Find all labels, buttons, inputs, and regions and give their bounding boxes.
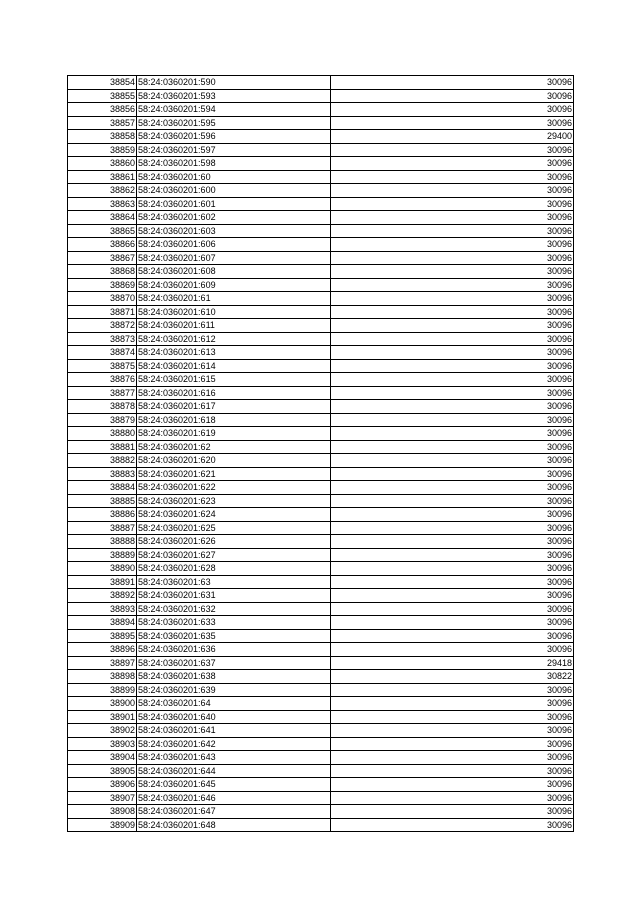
row-number-cell: 38895 (68, 629, 137, 643)
value-cell: 30096 (331, 697, 574, 711)
table-row (68, 737, 574, 751)
cadastral-number-cell: 58:24:0360201:644 (137, 764, 331, 778)
table-row (68, 521, 574, 535)
cadastral-number-cell: 58:24:0360201:625 (137, 521, 331, 535)
table-row (68, 805, 574, 819)
row-number-cell: 38892 (68, 589, 137, 603)
cadastral-number-cell: 58:24:0360201:600 (137, 184, 331, 198)
value-cell: 30096 (331, 184, 574, 198)
table-row (68, 143, 574, 157)
row-number-cell: 38858 (68, 130, 137, 144)
value-cell: 29418 (331, 656, 574, 670)
value-cell: 30096 (331, 683, 574, 697)
cadastral-number-cell: 58:24:0360201:63 (137, 575, 331, 589)
value-cell: 30096 (331, 602, 574, 616)
row-number-cell: 38907 (68, 791, 137, 805)
value-cell: 30096 (331, 359, 574, 373)
cadastral-number-cell: 58:24:0360201:614 (137, 359, 331, 373)
value-cell: 30096 (331, 440, 574, 454)
cadastral-number-cell: 58:24:0360201:620 (137, 454, 331, 468)
table-row (68, 764, 574, 778)
cadastral-number-cell: 58:24:0360201:626 (137, 535, 331, 549)
row-number-cell: 38909 (68, 818, 137, 832)
table-row (68, 494, 574, 508)
row-number-cell: 38878 (68, 400, 137, 414)
row-number-cell: 38903 (68, 737, 137, 751)
cadastral-number-cell: 58:24:0360201:64 (137, 697, 331, 711)
table-row (68, 292, 574, 306)
table-row (68, 616, 574, 630)
row-number-cell: 38877 (68, 386, 137, 400)
value-cell: 30096 (331, 211, 574, 225)
cadastral-number-cell: 58:24:0360201:627 (137, 548, 331, 562)
value-cell: 30096 (331, 764, 574, 778)
cadastral-number-cell: 58:24:0360201:637 (137, 656, 331, 670)
table-row (68, 332, 574, 346)
value-cell: 30096 (331, 643, 574, 657)
value-cell: 30096 (331, 548, 574, 562)
value-cell: 30096 (331, 454, 574, 468)
table-row (68, 562, 574, 576)
table-row (68, 643, 574, 657)
cadastral-number-cell: 58:24:0360201:638 (137, 670, 331, 684)
cadastral-number-cell: 58:24:0360201:608 (137, 265, 331, 279)
table-row (68, 251, 574, 265)
row-number-cell: 38886 (68, 508, 137, 522)
row-number-cell: 38906 (68, 778, 137, 792)
cadastral-number-cell: 58:24:0360201:619 (137, 427, 331, 441)
table-row (68, 454, 574, 468)
table-body (68, 76, 574, 832)
table-row (68, 238, 574, 252)
table-row (68, 197, 574, 211)
row-number-cell: 38885 (68, 494, 137, 508)
table-row (68, 629, 574, 643)
cadastral-number-cell: 58:24:0360201:603 (137, 224, 331, 238)
table-row (68, 386, 574, 400)
cadastral-number-cell: 58:24:0360201:635 (137, 629, 331, 643)
cadastral-number-cell: 58:24:0360201:622 (137, 481, 331, 495)
value-cell: 30096 (331, 751, 574, 765)
row-number-cell: 38908 (68, 805, 137, 819)
cadastral-number-cell: 58:24:0360201:62 (137, 440, 331, 454)
value-cell: 30096 (331, 251, 574, 265)
value-cell: 30096 (331, 157, 574, 171)
row-number-cell: 38897 (68, 656, 137, 670)
value-cell: 30096 (331, 535, 574, 549)
cadastral-number-cell: 58:24:0360201:643 (137, 751, 331, 765)
row-number-cell: 38865 (68, 224, 137, 238)
row-number-cell: 38884 (68, 481, 137, 495)
table-row (68, 683, 574, 697)
row-number-cell: 38893 (68, 602, 137, 616)
cadastral-number-cell: 58:24:0360201:602 (137, 211, 331, 225)
table-row (68, 751, 574, 765)
table-row (68, 589, 574, 603)
table-row (68, 346, 574, 360)
row-number-cell: 38902 (68, 724, 137, 738)
cadastral-number-cell: 58:24:0360201:60 (137, 170, 331, 184)
cadastral-number-cell: 58:24:0360201:633 (137, 616, 331, 630)
cadastral-number-cell: 58:24:0360201:617 (137, 400, 331, 414)
row-number-cell: 38864 (68, 211, 137, 225)
table-row (68, 211, 574, 225)
cadastral-number-cell: 58:24:0360201:596 (137, 130, 331, 144)
cadastral-number-cell: 58:24:0360201:645 (137, 778, 331, 792)
table-row (68, 89, 574, 103)
value-cell: 30096 (331, 724, 574, 738)
table-row (68, 373, 574, 387)
row-number-cell: 38888 (68, 535, 137, 549)
value-cell: 30096 (331, 629, 574, 643)
value-cell: 30096 (331, 778, 574, 792)
table-row (68, 319, 574, 333)
data-table (67, 75, 574, 832)
value-cell: 30096 (331, 103, 574, 117)
table-row (68, 359, 574, 373)
cadastral-number-cell: 58:24:0360201:610 (137, 305, 331, 319)
value-cell: 30096 (331, 89, 574, 103)
cadastral-number-cell: 58:24:0360201:648 (137, 818, 331, 832)
row-number-cell: 38901 (68, 710, 137, 724)
table-row (68, 76, 574, 90)
value-cell: 30096 (331, 575, 574, 589)
value-cell: 30096 (331, 143, 574, 157)
value-cell: 30822 (331, 670, 574, 684)
cadastral-number-cell: 58:24:0360201:595 (137, 116, 331, 130)
row-number-cell: 38857 (68, 116, 137, 130)
value-cell: 30096 (331, 521, 574, 535)
cadastral-number-cell: 58:24:0360201:606 (137, 238, 331, 252)
row-number-cell: 38879 (68, 413, 137, 427)
table-row (68, 481, 574, 495)
value-cell: 30096 (331, 170, 574, 184)
row-number-cell: 38866 (68, 238, 137, 252)
row-number-cell: 38880 (68, 427, 137, 441)
value-cell: 30096 (331, 116, 574, 130)
table-row (68, 427, 574, 441)
row-number-cell: 38899 (68, 683, 137, 697)
cadastral-number-cell: 58:24:0360201:590 (137, 76, 331, 90)
row-number-cell: 38855 (68, 89, 137, 103)
row-number-cell: 38894 (68, 616, 137, 630)
table-row (68, 305, 574, 319)
cadastral-number-cell: 58:24:0360201:61 (137, 292, 331, 306)
row-number-cell: 38905 (68, 764, 137, 778)
row-number-cell: 38856 (68, 103, 137, 117)
row-number-cell: 38904 (68, 751, 137, 765)
table-row (68, 116, 574, 130)
value-cell: 30096 (331, 562, 574, 576)
value-cell: 30096 (331, 805, 574, 819)
table-row (68, 602, 574, 616)
table-row (68, 467, 574, 481)
cadastral-number-cell: 58:24:0360201:607 (137, 251, 331, 265)
cadastral-number-cell: 58:24:0360201:639 (137, 683, 331, 697)
cadastral-number-cell: 58:24:0360201:641 (137, 724, 331, 738)
cadastral-number-cell: 58:24:0360201:611 (137, 319, 331, 333)
row-number-cell: 38874 (68, 346, 137, 360)
cadastral-number-cell: 58:24:0360201:647 (137, 805, 331, 819)
table-row (68, 508, 574, 522)
value-cell: 30096 (331, 467, 574, 481)
row-number-cell: 38860 (68, 157, 137, 171)
row-number-cell: 38862 (68, 184, 137, 198)
table-row (68, 548, 574, 562)
row-number-cell: 38890 (68, 562, 137, 576)
value-cell: 30096 (331, 589, 574, 603)
value-cell: 30096 (331, 494, 574, 508)
cadastral-number-cell: 58:24:0360201:632 (137, 602, 331, 616)
cadastral-number-cell: 58:24:0360201:612 (137, 332, 331, 346)
table-row (68, 818, 574, 832)
table-row (68, 265, 574, 279)
row-number-cell: 38873 (68, 332, 137, 346)
row-number-cell: 38891 (68, 575, 137, 589)
table-row (68, 184, 574, 198)
table-row (68, 400, 574, 414)
cadastral-number-cell: 58:24:0360201:598 (137, 157, 331, 171)
cadastral-number-cell: 58:24:0360201:615 (137, 373, 331, 387)
row-number-cell: 38882 (68, 454, 137, 468)
row-number-cell: 38871 (68, 305, 137, 319)
value-cell: 30096 (331, 791, 574, 805)
table-row (68, 791, 574, 805)
value-cell: 30096 (331, 238, 574, 252)
value-cell: 30096 (331, 76, 574, 90)
table-row (68, 778, 574, 792)
value-cell: 30096 (331, 413, 574, 427)
table-row (68, 697, 574, 711)
table-row (68, 670, 574, 684)
row-number-cell: 38861 (68, 170, 137, 184)
row-number-cell: 38869 (68, 278, 137, 292)
table-row (68, 103, 574, 117)
cadastral-number-cell: 58:24:0360201:640 (137, 710, 331, 724)
row-number-cell: 38875 (68, 359, 137, 373)
value-cell: 30096 (331, 265, 574, 279)
table-row (68, 224, 574, 238)
cadastral-number-cell: 58:24:0360201:623 (137, 494, 331, 508)
value-cell: 30096 (331, 373, 574, 387)
value-cell: 30096 (331, 386, 574, 400)
row-number-cell: 38889 (68, 548, 137, 562)
row-number-cell: 38900 (68, 697, 137, 711)
row-number-cell: 38867 (68, 251, 137, 265)
row-number-cell: 38876 (68, 373, 137, 387)
table-row (68, 724, 574, 738)
table-row (68, 710, 574, 724)
value-cell: 30096 (331, 278, 574, 292)
value-cell: 30096 (331, 332, 574, 346)
cadastral-number-cell: 58:24:0360201:593 (137, 89, 331, 103)
row-number-cell: 38863 (68, 197, 137, 211)
row-number-cell: 38854 (68, 76, 137, 90)
row-number-cell: 38881 (68, 440, 137, 454)
value-cell: 30096 (331, 319, 574, 333)
table-row (68, 170, 574, 184)
cadastral-number-cell: 58:24:0360201:621 (137, 467, 331, 481)
value-cell: 30096 (331, 305, 574, 319)
value-cell: 30096 (331, 481, 574, 495)
value-cell: 30096 (331, 616, 574, 630)
cadastral-number-cell: 58:24:0360201:613 (137, 346, 331, 360)
row-number-cell: 38883 (68, 467, 137, 481)
row-number-cell: 38872 (68, 319, 137, 333)
value-cell: 30096 (331, 427, 574, 441)
cadastral-number-cell: 58:24:0360201:616 (137, 386, 331, 400)
value-cell: 30096 (331, 346, 574, 360)
value-cell: 30096 (331, 737, 574, 751)
cadastral-number-cell: 58:24:0360201:642 (137, 737, 331, 751)
row-number-cell: 38896 (68, 643, 137, 657)
table-row (68, 656, 574, 670)
row-number-cell: 38868 (68, 265, 137, 279)
table-row (68, 440, 574, 454)
value-cell: 30096 (331, 292, 574, 306)
table-row (68, 575, 574, 589)
row-number-cell: 38887 (68, 521, 137, 535)
value-cell: 30096 (331, 224, 574, 238)
table-row (68, 535, 574, 549)
cadastral-number-cell: 58:24:0360201:609 (137, 278, 331, 292)
table-row (68, 157, 574, 171)
value-cell: 30096 (331, 710, 574, 724)
cadastral-number-cell: 58:24:0360201:646 (137, 791, 331, 805)
cadastral-number-cell: 58:24:0360201:618 (137, 413, 331, 427)
cadastral-number-cell: 58:24:0360201:601 (137, 197, 331, 211)
cadastral-number-cell: 58:24:0360201:636 (137, 643, 331, 657)
table-row (68, 413, 574, 427)
cadastral-number-cell: 58:24:0360201:631 (137, 589, 331, 603)
table-row (68, 130, 574, 144)
row-number-cell: 38859 (68, 143, 137, 157)
value-cell: 30096 (331, 508, 574, 522)
value-cell: 30096 (331, 818, 574, 832)
table-row (68, 278, 574, 292)
value-cell: 30096 (331, 400, 574, 414)
value-cell: 29400 (331, 130, 574, 144)
row-number-cell: 38870 (68, 292, 137, 306)
cadastral-number-cell: 58:24:0360201:624 (137, 508, 331, 522)
cadastral-number-cell: 58:24:0360201:628 (137, 562, 331, 576)
row-number-cell: 38898 (68, 670, 137, 684)
value-cell: 30096 (331, 197, 574, 211)
cadastral-number-cell: 58:24:0360201:594 (137, 103, 331, 117)
cadastral-number-cell: 58:24:0360201:597 (137, 143, 331, 157)
